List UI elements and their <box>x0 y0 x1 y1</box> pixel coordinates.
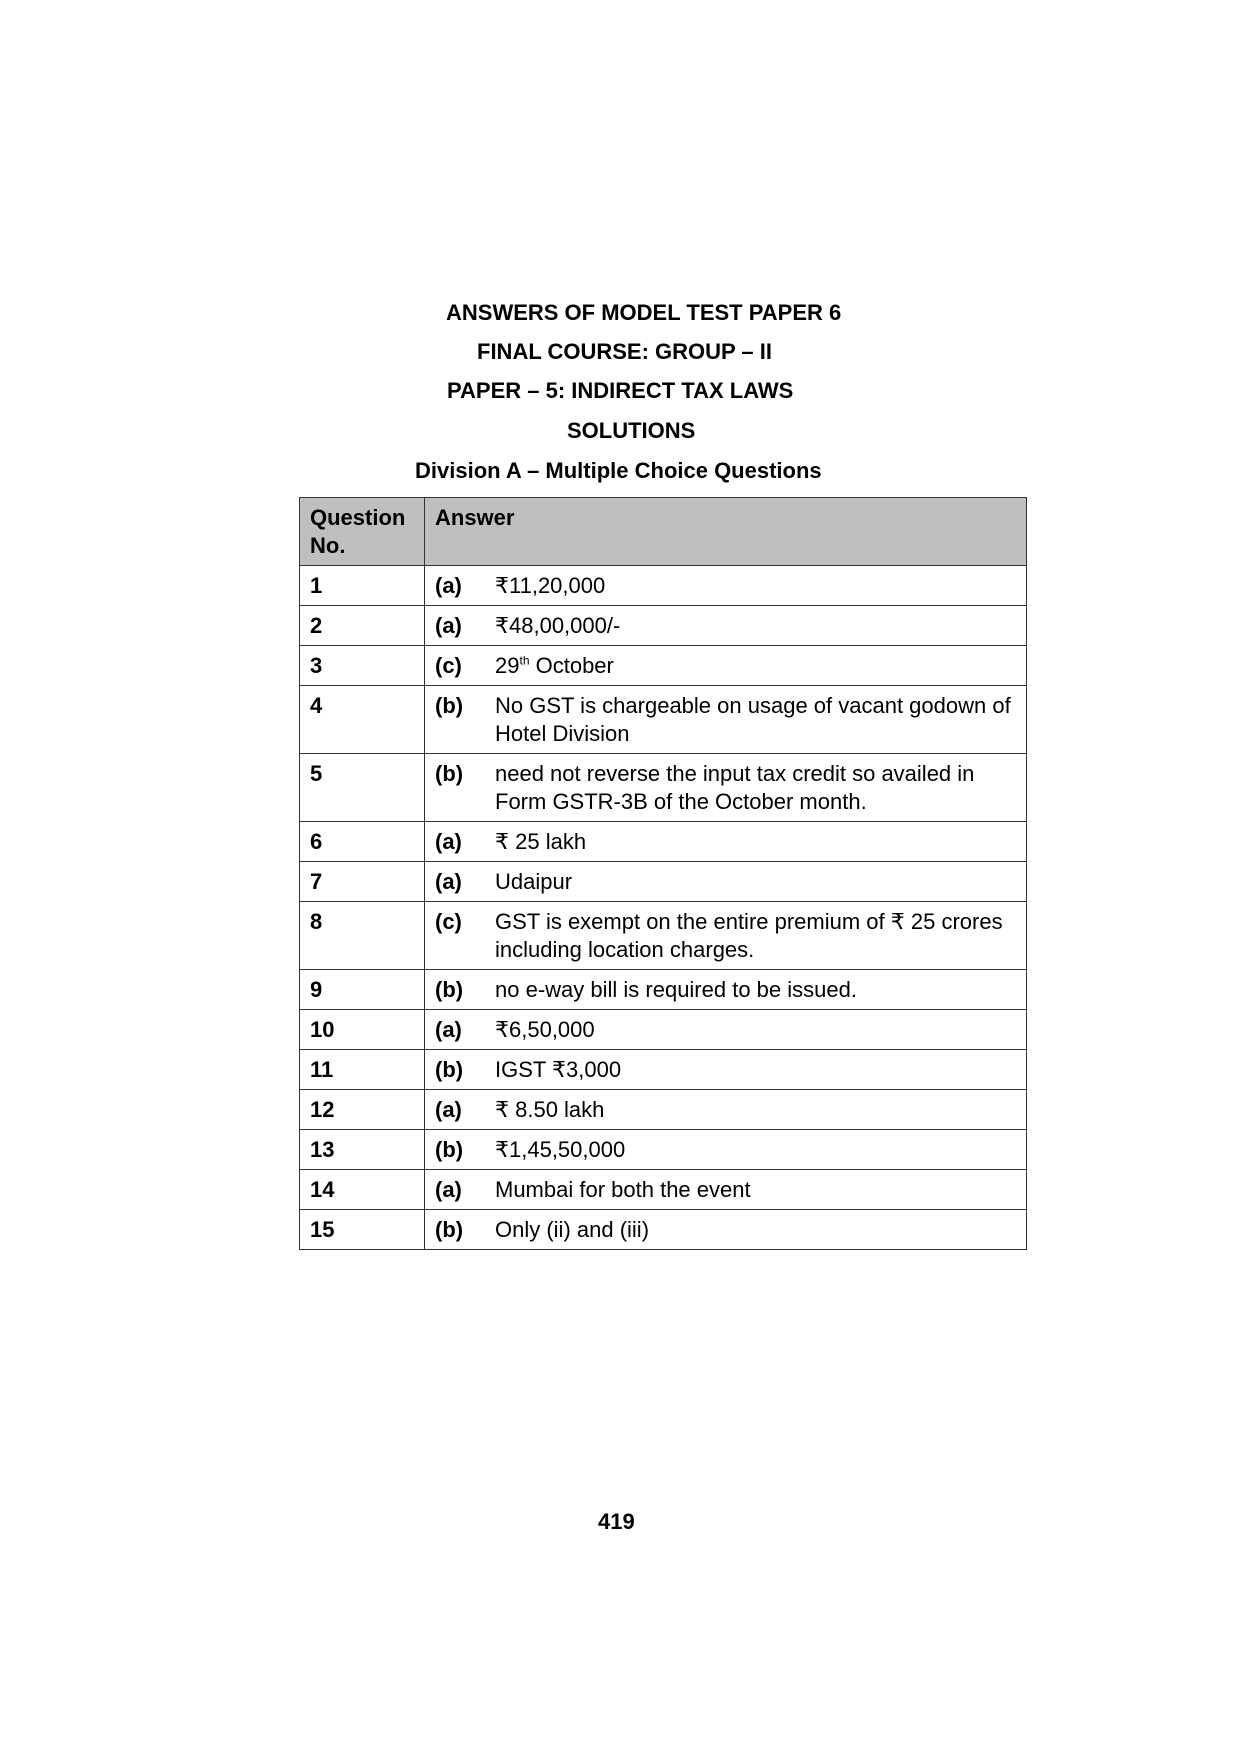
answer-text-main: ₹48,00,000/- <box>495 613 621 638</box>
answer-text <box>495 976 1016 1004</box>
table-row <box>300 1170 1027 1210</box>
answer-text-main: ₹ 8.50 lakh <box>495 1097 605 1122</box>
table-row <box>300 1130 1027 1170</box>
answer-option: (b) <box>435 1057 464 1082</box>
answer-text <box>495 652 1016 680</box>
title-division: Division A – Multiple Choice Questions <box>415 458 822 483</box>
answer-option: (b) <box>435 977 464 1002</box>
question-number: 1 <box>300 566 425 606</box>
question-number: 14 <box>300 1170 425 1210</box>
question-number: 7 <box>300 862 425 902</box>
answers-body <box>300 566 1027 1250</box>
table-row <box>300 606 1027 646</box>
answer-cell <box>425 822 1027 862</box>
question-number: 9 <box>300 970 425 1010</box>
answer-text <box>495 572 1016 600</box>
answer-text-main: ₹ 25 lakh <box>495 829 587 854</box>
answer-cell <box>425 862 1027 902</box>
question-number: 15 <box>300 1210 425 1250</box>
question-number: 13 <box>300 1130 425 1170</box>
answer-option: (b) <box>435 1137 464 1162</box>
answers-table <box>299 497 1027 1250</box>
answer-option: (a) <box>435 829 462 854</box>
answer-text-main: No GST is chargeable on usage of vacant godown of Hotel Division <box>495 693 1011 746</box>
title-paper: PAPER – 5: INDIRECT TAX LAWS <box>447 378 794 403</box>
answer-option: (a) <box>435 1017 462 1042</box>
answer-cell <box>425 754 1027 822</box>
answer-text-main: ₹6,50,000 <box>495 1017 595 1042</box>
answer-cell <box>425 1130 1027 1170</box>
answer-cell <box>425 1050 1027 1090</box>
table-row <box>300 1210 1027 1250</box>
answer-option: (b) <box>435 761 464 786</box>
answer-option: (b) <box>435 693 464 718</box>
table-row <box>300 1090 1027 1130</box>
answer-text <box>495 1096 1016 1124</box>
answer-text <box>495 868 1016 896</box>
answer-text <box>495 612 1016 640</box>
page-number: 419 <box>598 1509 635 1534</box>
answer-text <box>495 1136 1016 1164</box>
table-header-row <box>300 498 1027 566</box>
table-row <box>300 566 1027 606</box>
table-row <box>300 646 1027 686</box>
question-number: 10 <box>300 1010 425 1050</box>
answer-text-main: GST is exempt on the entire premium of ₹ 25 crores including location charges. <box>495 909 1003 962</box>
answer-text-main: Udaipur <box>495 869 573 894</box>
answer-option: (a) <box>435 613 462 638</box>
table-row <box>300 686 1027 754</box>
answer-cell <box>425 1010 1027 1050</box>
answer-cell <box>425 1170 1027 1210</box>
answer-option: (c) <box>435 909 462 934</box>
column-header-answer: Answer <box>425 498 1027 566</box>
answer-text-main: Mumbai for both the event <box>495 1177 751 1202</box>
table-row <box>300 1010 1027 1050</box>
answer-text-suffix: October <box>529 653 614 678</box>
question-number: 8 <box>300 902 425 970</box>
answer-cell <box>425 606 1027 646</box>
answer-text-main: no e-way bill is required to be issued. <box>495 977 857 1002</box>
answer-cell <box>425 686 1027 754</box>
question-number: 12 <box>300 1090 425 1130</box>
title-course: FINAL COURSE: GROUP – II <box>477 339 773 364</box>
answer-text <box>495 1016 1016 1044</box>
table-row <box>300 902 1027 970</box>
answer-cell <box>425 646 1027 686</box>
answer-option: (b) <box>435 1217 464 1242</box>
answer-cell <box>425 970 1027 1010</box>
question-number: 5 <box>300 754 425 822</box>
answer-text <box>495 908 1016 964</box>
question-number: 6 <box>300 822 425 862</box>
answer-option: (a) <box>435 1097 462 1122</box>
answer-text <box>495 1216 1016 1244</box>
title-answers: ANSWERS OF MODEL TEST PAPER 6 <box>446 300 842 325</box>
column-header-question: Question No. <box>300 498 425 566</box>
answer-cell <box>425 902 1027 970</box>
answer-option: (a) <box>435 869 462 894</box>
answer-option: (a) <box>435 1177 462 1202</box>
answer-text-main: Only (ii) and (iii) <box>495 1217 650 1242</box>
answer-text-main: ₹11,20,000 <box>495 573 606 598</box>
answer-option: (a) <box>435 573 462 598</box>
answer-cell <box>425 566 1027 606</box>
answer-text <box>495 828 1016 856</box>
answer-text-main: need not reverse the input tax credit so availed in Form GSTR-3B of the October month. <box>495 761 975 814</box>
answer-text <box>495 1176 1016 1204</box>
title-solutions: SOLUTIONS <box>567 418 696 443</box>
question-number: 3 <box>300 646 425 686</box>
table-row <box>300 754 1027 822</box>
answer-cell <box>425 1210 1027 1250</box>
answer-option: (c) <box>435 653 462 678</box>
table-row <box>300 822 1027 862</box>
table-row <box>300 1050 1027 1090</box>
answer-text <box>495 1056 1016 1084</box>
table-row <box>300 862 1027 902</box>
answer-text-main: IGST ₹3,000 <box>495 1057 622 1082</box>
answer-text <box>495 760 1016 816</box>
question-number: 4 <box>300 686 425 754</box>
answer-text-main: ₹1,45,50,000 <box>495 1137 626 1162</box>
answer-text-superscript: th <box>519 653 530 668</box>
answer-text-main: 29 <box>495 653 520 678</box>
question-number: 2 <box>300 606 425 646</box>
answer-text <box>495 692 1016 748</box>
table-row <box>300 970 1027 1010</box>
answer-cell <box>425 1090 1027 1130</box>
question-number: 11 <box>300 1050 425 1090</box>
